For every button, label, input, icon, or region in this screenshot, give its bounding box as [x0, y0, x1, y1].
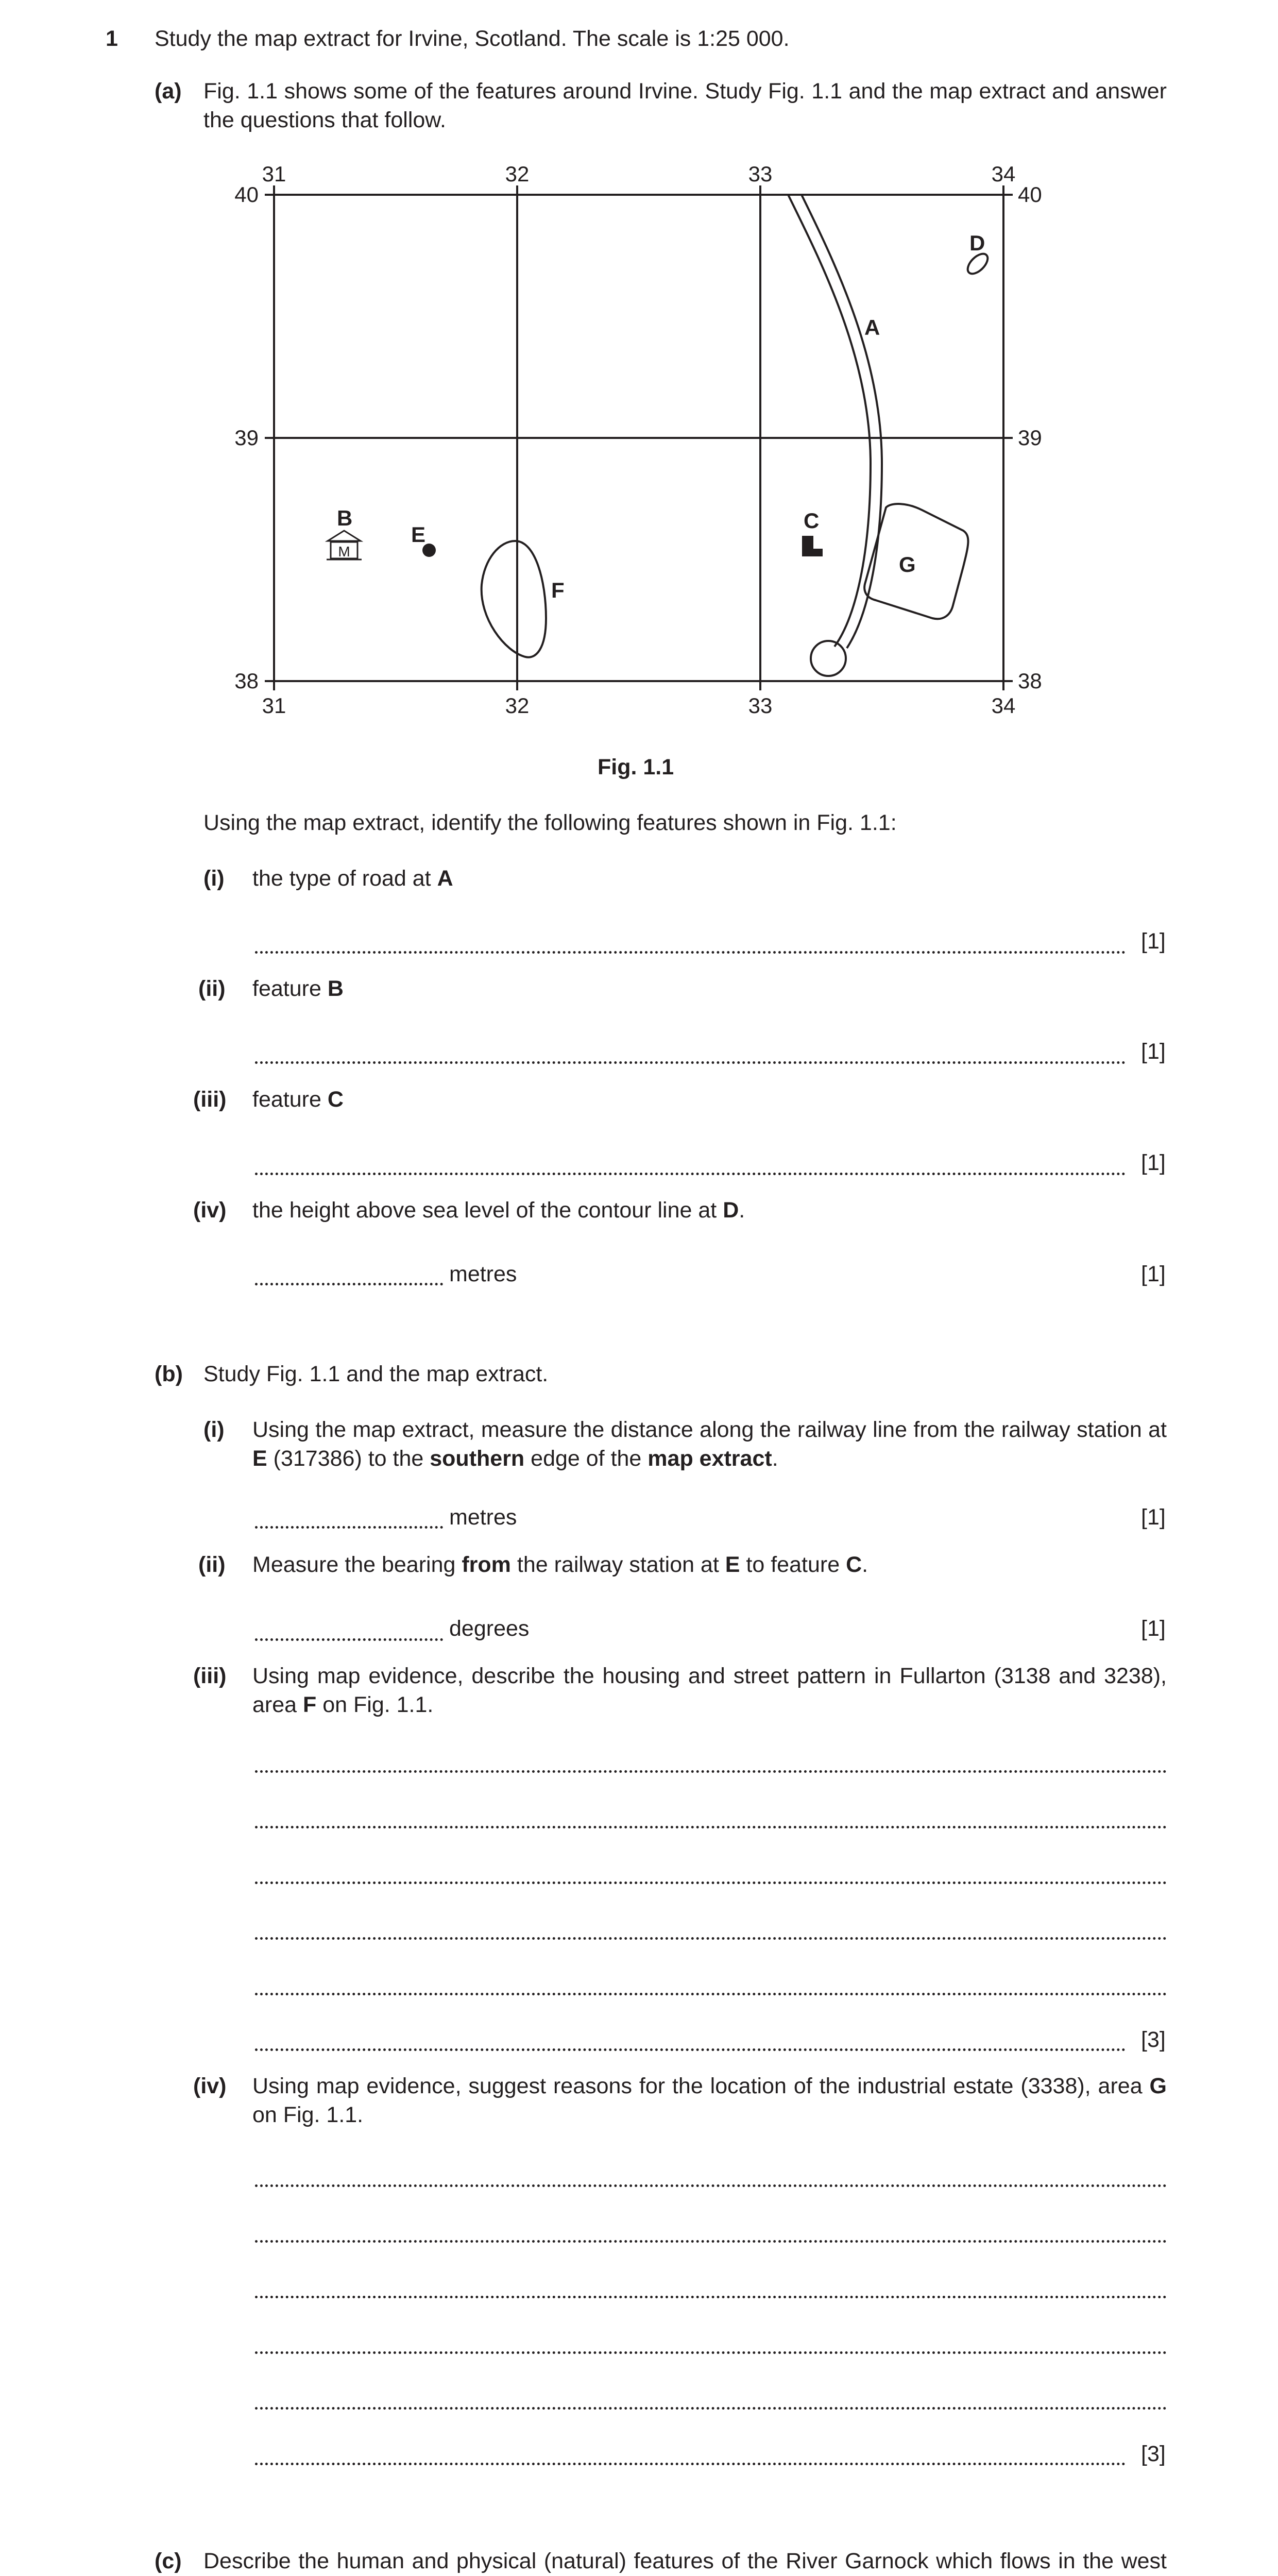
x-tick-top-33: 33: [748, 162, 773, 186]
a-i-text: the type of road at A: [252, 866, 453, 891]
a-iii-mark: [1]: [1141, 1150, 1166, 1175]
y-tick-left-40: 40: [234, 182, 259, 207]
a-iii-label: (iii): [193, 1087, 227, 1112]
a-iii-text: feature C: [252, 1087, 344, 1112]
label-e: E: [411, 522, 426, 547]
a-iv-label: (iv): [193, 1198, 227, 1223]
label-g: G: [899, 552, 916, 577]
a-ii-mark: [1]: [1141, 1039, 1166, 1064]
part-a-text: Fig. 1.1 shows some of the features around Irvine. Study Fig. 1.1 and the map extract and answer the questions that follow.: [203, 79, 1167, 132]
b-iii-answer-line-6[interactable]: [255, 2048, 1126, 2051]
b-i-label: (i): [203, 1417, 225, 1442]
b-iv-label: (iv): [193, 2074, 227, 2098]
label-b: B: [337, 506, 353, 530]
x-tick-top-32: 32: [505, 162, 530, 186]
b-i-answer-line[interactable]: [255, 1526, 443, 1529]
b-iii-answer-line-4[interactable]: [255, 1937, 1167, 1940]
part-b-label: (b): [155, 1362, 183, 1386]
a-iv-text: the height above sea level of the contour line at D.: [252, 1198, 745, 1223]
b-iii-answer-line-3[interactable]: [255, 1882, 1167, 1884]
b-i-mark: [1]: [1141, 1505, 1166, 1530]
y-tick-right-39: 39: [1018, 426, 1042, 450]
x-tick-bottom-31: 31: [262, 693, 286, 718]
y-tick-left-38: 38: [234, 669, 259, 693]
b-iii-mark: [3]: [1141, 2027, 1166, 2052]
b-iv-mark: [3]: [1141, 2442, 1166, 2466]
part-c-label: (c): [155, 2549, 182, 2573]
question-intro: Study the map extract for Irvine, Scotland. The scale is 1:25 000.: [155, 26, 790, 51]
a-ii-label: (ii): [198, 976, 226, 1001]
a-i-answer-line[interactable]: [255, 951, 1126, 954]
b-iv-answer-line-6[interactable]: [255, 2463, 1126, 2465]
b-i-unit: metres: [449, 1505, 517, 1530]
x-tick-bottom-33: 33: [748, 693, 773, 718]
label-f: F: [551, 578, 565, 602]
y-tick-right-38: 38: [1018, 669, 1042, 693]
b-iv-answer-line-4[interactable]: [255, 2351, 1167, 2354]
b-ii-label: (ii): [198, 1552, 226, 1577]
b-iv-text: Using map evidence, suggest reasons for the location of the industrial estate (3338), area G on Fig. 1.1.: [252, 2074, 1167, 2127]
b-iii-answer-line-2[interactable]: [255, 1826, 1167, 1828]
figure-caption: Fig. 1.1: [598, 755, 674, 779]
b-iii-answer-line-5[interactable]: [255, 1993, 1167, 1995]
a-ii-text: feature B: [252, 976, 344, 1001]
roundabout: [811, 641, 846, 676]
x-tick-bottom-32: 32: [505, 693, 530, 718]
a-iv-unit: metres: [449, 1262, 517, 1286]
y-tick-left-39: 39: [234, 426, 259, 450]
road-a-inner: [802, 195, 882, 648]
b-iii-label: (iii): [193, 1664, 227, 1688]
area-f: [482, 541, 546, 657]
museum-symbol-letter: M: [338, 544, 350, 560]
b-iii-text: Using map evidence, describe the housing and street pattern in Fullarton (3138 and 3238), area F on Fig. 1.1.: [252, 1664, 1167, 1717]
b-iv-answer-line-3[interactable]: [255, 2296, 1167, 2298]
b-ii-text: Measure the bearing from the railway station at E to feature C.: [252, 1552, 868, 1577]
b-iv-answer-line-5[interactable]: [255, 2407, 1167, 2410]
a-i-mark: [1]: [1141, 929, 1166, 954]
label-a: A: [864, 315, 880, 340]
b-iv-answer-line-2[interactable]: [255, 2240, 1167, 2243]
question-number: 1: [106, 26, 118, 51]
a-iii-answer-line[interactable]: [255, 1173, 1126, 1175]
part-b-text: Study Fig. 1.1 and the map extract.: [203, 1362, 549, 1386]
part-c-text: Describe the human and physical (natural) features of the River Garnock which flows in the west: [203, 2549, 1167, 2573]
part-a-label: (a): [155, 79, 182, 104]
a-i-label: (i): [203, 866, 225, 891]
road-a: [788, 195, 871, 647]
label-d: D: [969, 231, 985, 255]
b-iv-answer-line-1[interactable]: [255, 2184, 1167, 2187]
part-a-instruction: Using the map extract, identify the following features shown in Fig. 1.1:: [203, 810, 897, 835]
x-tick-top-34: 34: [991, 162, 1016, 186]
a-ii-answer-line[interactable]: [255, 1061, 1126, 1064]
b-iii-answer-line-1[interactable]: [255, 1770, 1167, 1773]
a-iv-mark: [1]: [1141, 1262, 1166, 1286]
x-tick-bottom-34: 34: [991, 693, 1016, 718]
x-tick-top-31: 31: [262, 162, 286, 186]
y-tick-right-40: 40: [1018, 182, 1042, 207]
b-ii-unit: degrees: [449, 1616, 530, 1641]
label-c: C: [804, 509, 820, 533]
b-ii-mark: [1]: [1141, 1616, 1166, 1641]
b-ii-answer-line[interactable]: [255, 1638, 443, 1641]
figure-1-1: [0, 0, 1278, 747]
feature-c-symbol: [802, 536, 823, 556]
b-i-text: Using the map extract, measure the distance along the railway line from the railway station at E (317386) to the southern edge of the map extract.: [252, 1417, 1167, 1471]
a-iv-answer-line[interactable]: [255, 1283, 443, 1285]
